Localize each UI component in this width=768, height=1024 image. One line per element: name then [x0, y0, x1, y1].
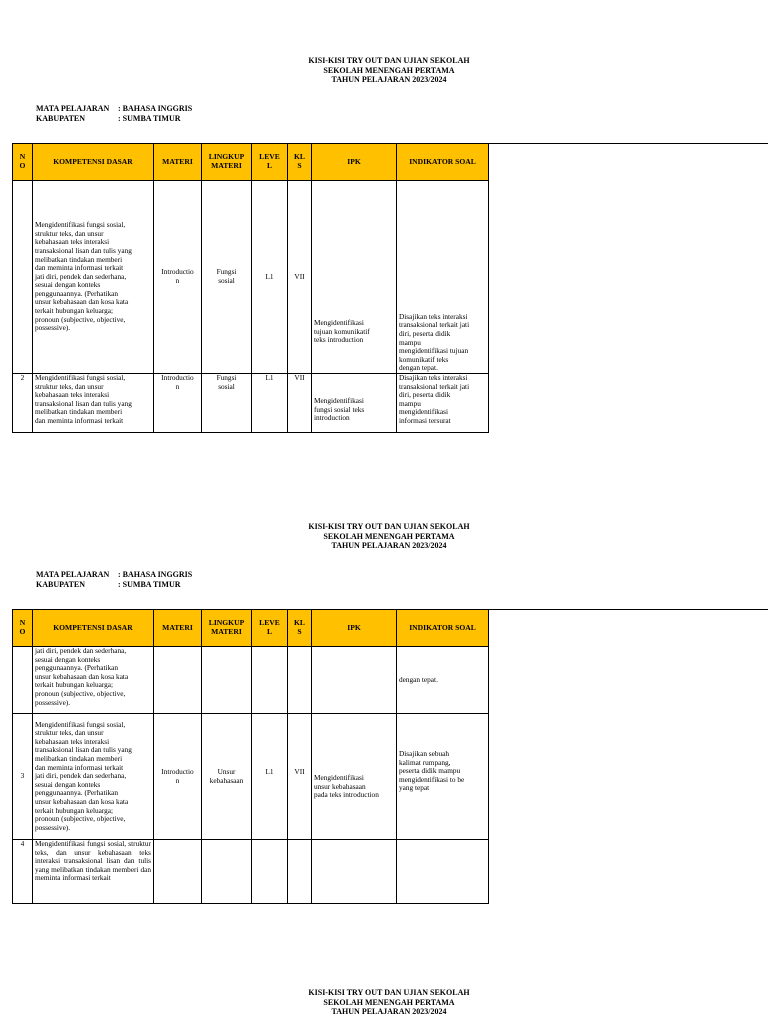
cell-kompetensi-dasar: Mengidentifikasi fungsi sosial, struktur teks, dan unsur kebahasaan teks interaksi transaksional lisan dan tulis yang melibatkan tindakan memberi dan meminta informasi terkait [33, 374, 154, 433]
table-row [13, 374, 489, 433]
district-value: : SUMBA TIMUR [118, 113, 181, 123]
cell-ipk [312, 840, 397, 904]
document-meta [36, 104, 192, 123]
cell-indikator-soal: Disajikan sebuah kalimat rumpang, peserta didik mampu mengidentifikasi to be yang tepat [397, 714, 489, 840]
cell-ipk: Mengidentifikasi tujuan komunikatif teks introduction [312, 181, 397, 374]
header-no: N O [13, 610, 33, 647]
document-title [0, 56, 768, 85]
header-lingkup-materi: LINGKUP MATERI [202, 144, 252, 181]
cell-indikator-soal [397, 840, 489, 904]
kisi-kisi-table [12, 609, 489, 904]
title-line-1: KISI-KISI TRY OUT DAN UJIAN SEKOLAH [308, 522, 470, 531]
table-header-row [13, 144, 489, 181]
document-title [0, 522, 768, 551]
cell-indikator-soal: dengan tepat. [397, 647, 489, 714]
cell-kls [288, 647, 312, 714]
district-label: KABUPATEN [36, 113, 86, 123]
cell-no [13, 181, 33, 374]
district-value: : SUMBA TIMUR [118, 579, 181, 589]
header-indikator-soal: INDIKATOR SOAL [397, 144, 489, 181]
cell-ipk [312, 647, 397, 714]
cell-kompetensi-dasar: jati diri, pendek dan sederhana, sesuai dengan konteks penggunaannya. (Perhatikan unsur kebahasaan dan kosa kata terkait hubungan keluarga; pronoun (subjective, objective, possessive). [33, 647, 154, 714]
cell-lingkup-materi: Fungsi sosial [202, 181, 252, 374]
header-indikator-soal: INDIKATOR SOAL [397, 610, 489, 647]
cell-level [252, 647, 288, 714]
header-no: N O [13, 144, 33, 181]
title-line-3: TAHUN PELAJARAN 2023/2024 [331, 75, 447, 85]
page-rule [486, 609, 768, 610]
cell-ipk: Mengidentifikasi fungsi sosial teks introduction [312, 374, 397, 433]
cell-level [252, 840, 288, 904]
cell-indikator-soal: Disajikan teks interaksi transaksional terkait jati diri, peserta didik mampu mengidentifikasi tujuan komunikatif teks dengan tepat. [397, 181, 489, 374]
cell-lingkup-materi [202, 647, 252, 714]
table-row [13, 181, 489, 374]
cell-kompetensi-dasar: Mengidentifikasi fungsi sosial, struktur teks, dan unsur kebahasaan teks interaksi transaksional lisan dan tulis yang melibatkan tindakan memberi dan meminta informasi terkait [33, 840, 154, 904]
cell-kls: VII [288, 181, 312, 374]
header-ipk: IPK [312, 144, 397, 181]
cell-lingkup-materi: Unsur kebahasaan [202, 714, 252, 840]
header-materi: MATERI [154, 610, 202, 647]
cell-ipk: Mengidentifikasi unsur kebahasaan pada teks introduction [312, 714, 397, 840]
subject-label: MATA PELAJARAN [36, 104, 110, 113]
cell-no: 4 [13, 840, 33, 904]
subject-value: : BAHASA INGGRIS [118, 104, 193, 113]
cell-kls: VII [288, 714, 312, 840]
header-materi: MATERI [154, 144, 202, 181]
table-row [13, 840, 489, 904]
cell-materi [154, 647, 202, 714]
cell-kls [288, 840, 312, 904]
cell-materi: Introductio n [154, 714, 202, 840]
cell-no: 2 [13, 374, 33, 433]
table-row [13, 647, 489, 714]
cell-materi: Introductio n [154, 374, 202, 433]
subject-label: MATA PELAJARAN [36, 570, 110, 579]
district-label: KABUPATEN [36, 579, 86, 589]
cell-lingkup-materi: Fungsi sosial [202, 374, 252, 433]
header-kompetensi-dasar: KOMPETENSI DASAR [33, 610, 154, 647]
title-line-1: KISI-KISI TRY OUT DAN UJIAN SEKOLAH [308, 988, 470, 997]
title-line-2: SEKOLAH MENENGAH PERTAMA [323, 997, 455, 1007]
header-kompetensi-dasar: KOMPETENSI DASAR [33, 144, 154, 181]
table-row [13, 714, 489, 840]
cell-level: L1 [252, 181, 288, 374]
cell-kompetensi-dasar: Mengidentifikasi fungsi sosial, struktur teks, dan unsur kebahasaan teks interaksi transaksional lisan dan tulis yang melibatkan tindakan memberi dan meminta informasi terkait jati diri, pendek dan sederhana, sesuai dengan konteks penggunaannya. (Perhatikan unsur kebahasaan dan kosa kata terkait hubungan keluarga; pronoun (subjective, objective, possessive). [33, 714, 154, 840]
table-header-row [13, 610, 489, 647]
cell-kompetensi-dasar: Mengidentifikasi fungsi sosial, struktur teks, dan unsur kebahasaan teks interaksi transaksional lisan dan tulis yang melibatkan tindakan memberi dan meminta informasi terkait jati diri, pendek dan sederhana, sesuai dengan konteks penggunaannya. (Perhatikan unsur kebahasaan dan kosa kata terkait hubungan keluarga; pronoun (subjective, objective, possessive). [33, 181, 154, 374]
title-line-2: SEKOLAH MENENGAH PERTAMA [323, 65, 455, 75]
header-ipk: IPK [312, 610, 397, 647]
title-line-3: TAHUN PELAJARAN 2023/2024 [331, 541, 447, 551]
cell-lingkup-materi [202, 840, 252, 904]
header-level: LEVE L [252, 144, 288, 181]
document-meta [36, 570, 192, 589]
header-kls: KL S [288, 144, 312, 181]
cell-level: L1 [252, 714, 288, 840]
cell-indikator-soal: Disajikan teks interaksi transaksional terkait jati diri, peserta didik mampu mengidentifikasi informasi tersurat [397, 374, 489, 433]
header-lingkup-materi: LINGKUP MATERI [202, 610, 252, 647]
cell-materi [154, 840, 202, 904]
cell-no [13, 647, 33, 714]
cell-no: 3 [13, 714, 33, 840]
title-line-2: SEKOLAH MENENGAH PERTAMA [323, 531, 455, 541]
cell-kls: VII [288, 374, 312, 433]
cell-materi: Introductio n [154, 181, 202, 374]
header-kls: KL S [288, 610, 312, 647]
subject-value: : BAHASA INGGRIS [118, 570, 193, 579]
title-line-3: TAHUN PELAJARAN 2023/2024 [331, 1007, 447, 1017]
cell-level: L1 [252, 374, 288, 433]
document-title [0, 988, 768, 1017]
title-line-1: KISI-KISI TRY OUT DAN UJIAN SEKOLAH [308, 56, 470, 65]
header-level: LEVE L [252, 610, 288, 647]
kisi-kisi-table [12, 143, 489, 433]
page-rule [486, 143, 768, 144]
